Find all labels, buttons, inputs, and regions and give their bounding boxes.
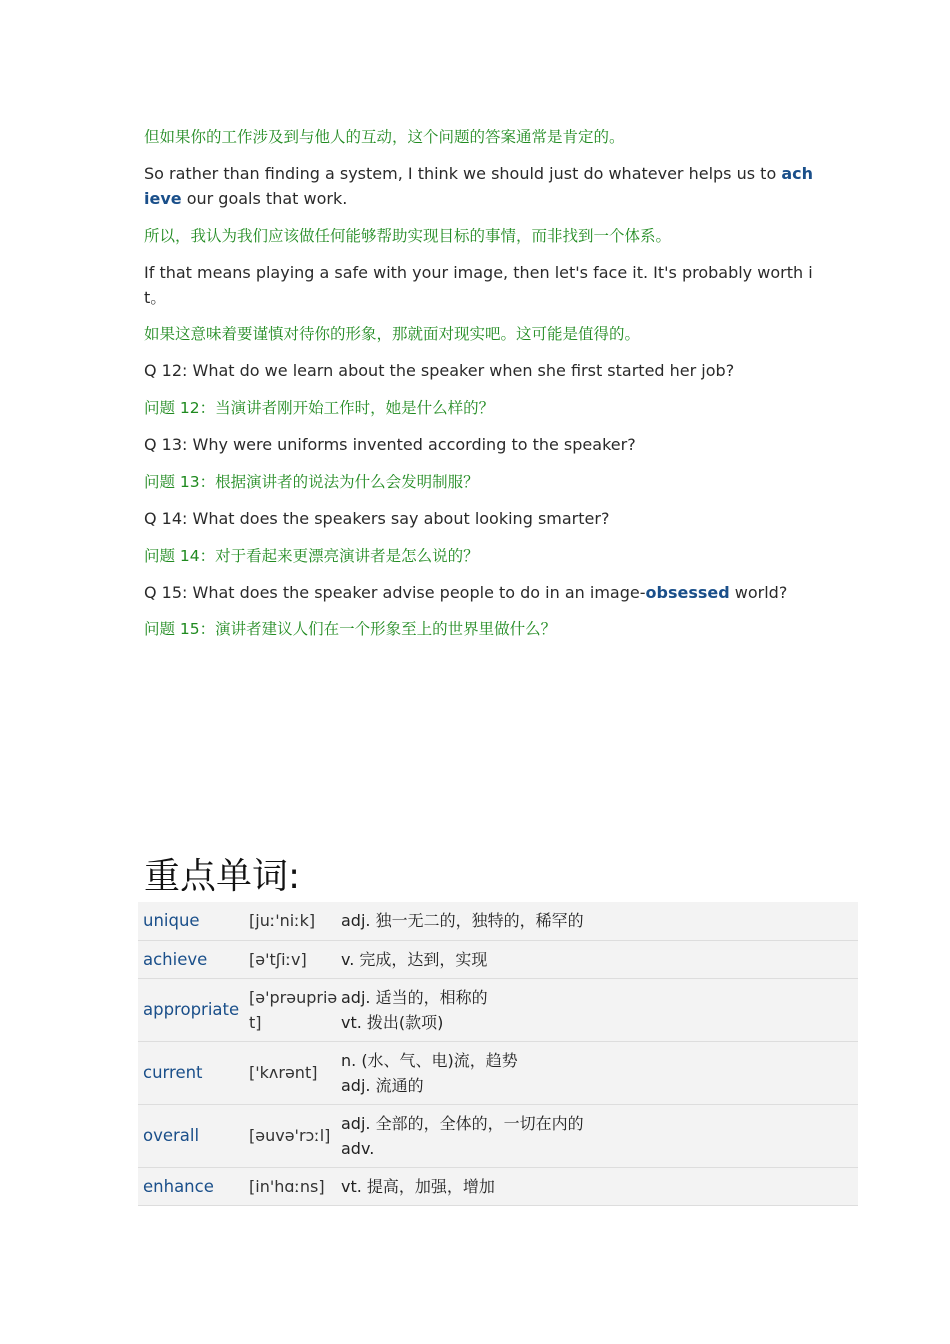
transcript-line xyxy=(144,161,814,211)
vocab-table xyxy=(138,902,858,1206)
vocab-row xyxy=(138,902,858,940)
vocab-phonetic: [in'hɑːns] xyxy=(249,1176,325,1196)
question-translation: 问题 14：对于看起来更漂亮演讲者是怎么说的？ xyxy=(144,547,479,565)
vocab-heading: 重点单词: xyxy=(144,856,301,897)
vocab-phonetic: [əuvə'rɔːl] xyxy=(249,1126,331,1145)
question-translation: 问题 15：演讲者建议人们在一个形象至上的世界里做什么？ xyxy=(144,620,557,638)
transcript-text: Q 15: What does the speaker advise people to do in an image- xyxy=(144,583,646,602)
vocab-word[interactable]: overall xyxy=(143,1126,200,1145)
vocab-row xyxy=(138,940,858,978)
question-translation: 问题 12：当演讲者刚开始工作时，她是什么样的？ xyxy=(144,399,495,417)
meaning-line: adv. xyxy=(341,1138,375,1158)
transcript-line xyxy=(144,260,814,310)
question-translation: 问题 13：根据演讲者的说法为什么会发明制服？ xyxy=(144,473,479,491)
vocab-phonetic: [ə'prəupriət] xyxy=(249,987,338,1032)
vocab-meaning xyxy=(341,1104,858,1167)
transcript-text: If that means playing a safe with your image, then let's face it. It's probably worth it。 xyxy=(144,263,813,307)
keyword-link[interactable]: obsessed xyxy=(645,583,730,602)
meaning-line: v. 完成，达到，实现 xyxy=(341,949,488,969)
vocab-row xyxy=(138,978,858,1041)
vocab-meaning xyxy=(341,1167,858,1205)
vocab-word[interactable]: achieve xyxy=(143,949,208,969)
vocab-word[interactable]: enhance xyxy=(143,1176,214,1196)
transcript-text: world? xyxy=(729,583,788,602)
vocab-meaning xyxy=(341,1041,858,1104)
question-line: Q 12: What do we learn about the speaker when she first started her job? xyxy=(144,361,735,380)
vocab-meaning xyxy=(341,902,858,940)
translation-line: 但如果你的工作涉及到与他人的互动，这个问题的答案通常是肯定的。 xyxy=(144,128,625,146)
vocab-phonetic: ['kʌrənt] xyxy=(249,1063,318,1082)
meaning-line: n. (水、气、电)流，趋势 xyxy=(341,1050,518,1070)
vocab-word[interactable]: current xyxy=(143,1063,203,1082)
translation-line: 所以，我认为我们应该做任何能够帮助实现目标的事情，而非找到一个体系。 xyxy=(144,227,672,245)
meaning-line: vt. 拨出(款项) xyxy=(341,1012,444,1032)
keyword-link[interactable]: achieve xyxy=(144,164,813,208)
vocab-word[interactable]: appropriate xyxy=(143,1000,240,1019)
vocab-row xyxy=(138,1104,858,1167)
meaning-line: adj. 全部的，全体的，一切在内的 xyxy=(341,1113,584,1133)
translation-line: 如果这意味着要谨慎对待你的形象，那就面对现实吧。这可能是值得的。 xyxy=(144,325,641,343)
vocab-meaning xyxy=(341,940,858,978)
meaning-line: adj. 适当的，相称的 xyxy=(341,987,488,1007)
meaning-line: vt. 提高，加强，增加 xyxy=(341,1176,495,1196)
vocab-meaning xyxy=(341,978,858,1041)
question-line: Q 13: Why were uniforms invented according to the speaker? xyxy=(144,435,636,454)
vocab-row xyxy=(138,1041,858,1104)
vocab-phonetic: [juː'niːk] xyxy=(249,911,316,931)
transcript-text: our goals that work. xyxy=(181,189,348,208)
vocab-word[interactable]: unique xyxy=(143,911,200,931)
question-line: Q 14: What does the speakers say about looking smarter? xyxy=(144,509,610,528)
vocab-phonetic: [ə'tʃiːv] xyxy=(249,949,307,969)
meaning-line: adj. 流通的 xyxy=(341,1075,424,1095)
question-line xyxy=(144,580,814,605)
meaning-line: adj. 独一无二的，独特的，稀罕的 xyxy=(341,911,584,931)
transcript-text: So rather than finding a system, I think we should just do whatever helps us to xyxy=(144,164,782,183)
vocab-row xyxy=(138,1167,858,1205)
